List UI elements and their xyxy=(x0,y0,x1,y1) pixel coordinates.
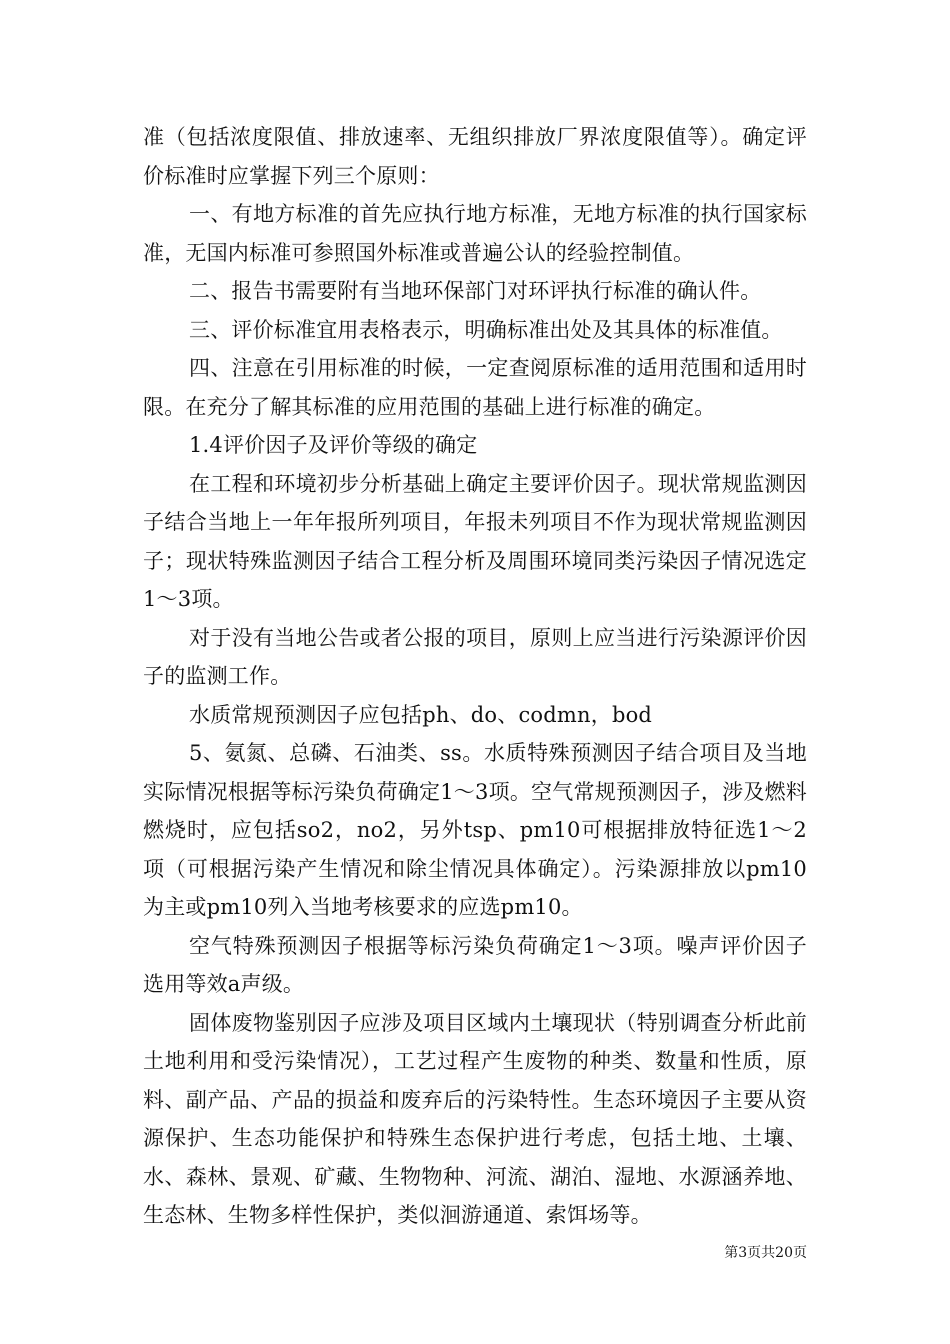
paragraph: 一、有地方标准的首先应执行地方标准，无地方标准的执行国家标准，无国内标准可参照国外标准或普遍公认的经验控制值。 xyxy=(143,202,807,265)
paragraph: 固体废物鉴别因子应涉及项目区域内土壤现状（特别调查分析此前土地利用和受污染情况），工艺过程产生废物的种类、数量和性质，原料、副产品、产品的损益和废弃后的污染特性。生态环境因子主要从资源保护、生态功能保护和特殊生态保护进行考虑，包括土地、土壤、水、森林、景观、矿藏、生物物种、河流、湖泊、湿地、水源涵养地、生态林、生物多样性保护，类似洄游通道、索饵场等。 xyxy=(143,1010,807,1227)
document-body xyxy=(143,118,807,1235)
paragraph: 三、评价标准宜用表格表示，明确标准出处及其具体的标准值。 xyxy=(189,317,783,342)
page-number: 第3页共20页 xyxy=(724,1245,807,1261)
paragraph: 空气特殊预测因子根据等标污染负荷确定1～3项。噪声评价因子选用等效a声级。 xyxy=(143,933,807,996)
paragraph: 二、报告书需要附有当地环保部门对环评执行标准的确认件。 xyxy=(189,279,762,303)
paragraph: 准（包括浓度限值、排放速率、无组织排放厂界浓度限值等）。确定评价标准时应掌握下列三个原则： xyxy=(143,125,807,188)
paragraph: 四、注意在引用标准的时候，一定查阅原标准的适用范围和适用时限。在充分了解其标准的应用范围的基础上进行标准的确定。 xyxy=(143,356,807,419)
paragraph: 5、氨氮、总磷、石油类、ss。水质特殊预测因子结合项目及当地实际情况根据等标污染负荷确定1～3项。空气常规预测因子，涉及燃料燃烧时，应包括so2，no2，另外tsp、pm10可根据排放特征选1～2项（可根据污染产生情况和除尘情况具体确定）。污染源排放以pm10为主或pm10列入当地考核要求的应选pm10。 xyxy=(143,741,807,919)
paragraph: 水质常规预测因子应包括ph、do、codmn，bod xyxy=(189,702,653,727)
paragraph: 对于没有当地公告或者公报的项目，原则上应当进行污染源评价因子的监测工作。 xyxy=(143,625,807,688)
paragraph: 在工程和环境初步分析基础上确定主要评价因子。现状常规监测因子结合当地上一年年报所列项目，年报未列项目不作为现状常规监测因子；现状特殊监测因子结合工程分析及周围环境同类污染因子情况选定1～3项。 xyxy=(143,471,807,611)
section-heading: 1.4评价因子及评价等级的确定 xyxy=(189,433,478,457)
